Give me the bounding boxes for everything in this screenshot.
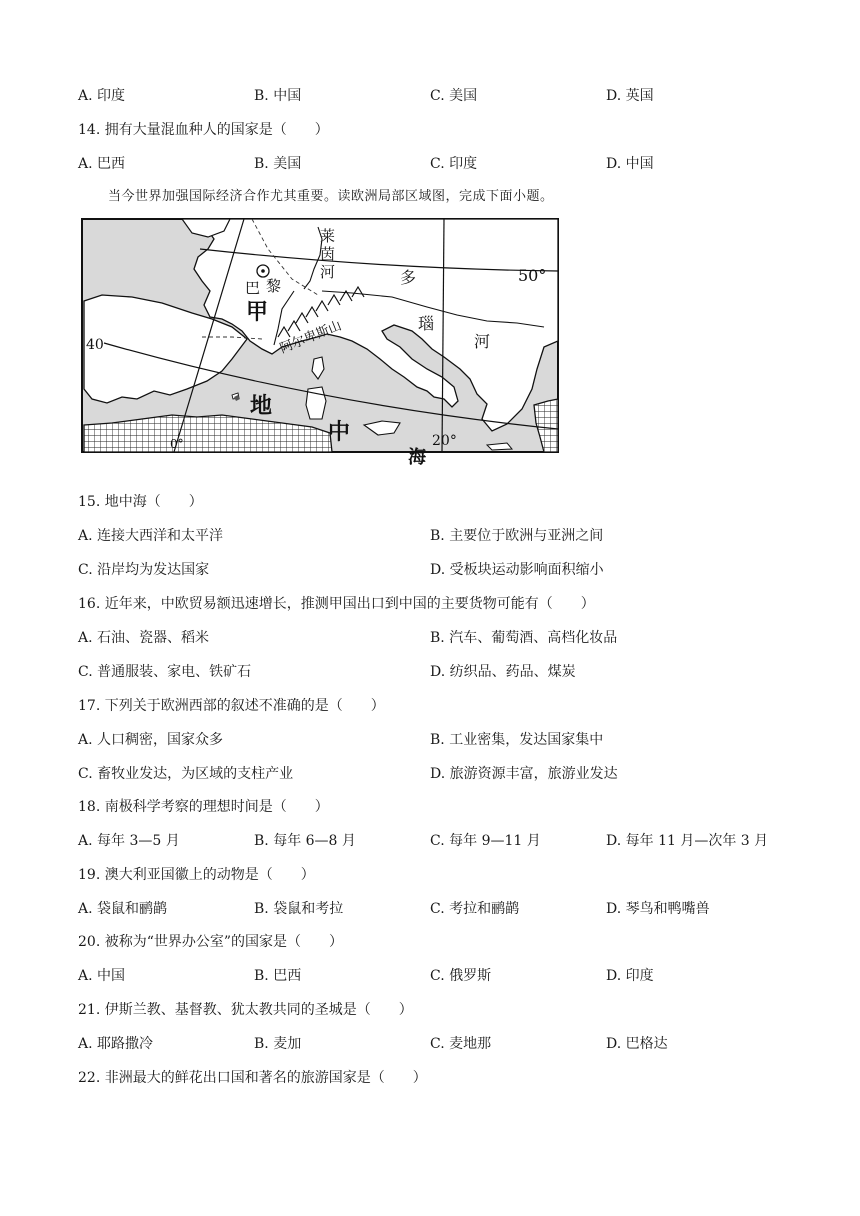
q13-option-a: A. 印度	[78, 88, 126, 104]
q19-option-d: D. 琴鸟和鸭嘴兽	[606, 901, 710, 917]
q14-option-c: C. 印度	[430, 156, 478, 172]
q14-stem: 14. 拥有大量混血种人的国家是（ ）	[78, 122, 329, 138]
q19-option-a: A. 袋鼠和鹂鹋	[78, 901, 168, 917]
q21-stem: 21. 伊斯兰教、基督教、犹太教共同的圣城是（ ）	[78, 1002, 413, 1018]
map-intro-text: 当今世界加强国际经济合作尤其重要。读欧洲局部区域图，完成下面小题。	[108, 189, 554, 204]
q21-option-d: D. 巴格达	[606, 1036, 668, 1052]
q18-option-d: D. 每年 11 月—次年 3 月	[606, 833, 769, 849]
q17-option-b: B. 工业密集，发达国家集中	[430, 732, 604, 748]
map-label-med-3: 海	[408, 447, 426, 468]
q16-option-d: D. 纺织品、药品、煤炭	[430, 664, 576, 680]
q13-option-c: C. 美国	[430, 88, 478, 104]
q16-option-b: B. 汽车、葡萄酒、高档化妆品	[430, 630, 618, 646]
q18-option-a: A. 每年 3—5 月	[78, 833, 180, 849]
q20-stem: 20. 被称为“世界办公室”的国家是（ ）	[78, 934, 344, 950]
map-label-rhine-3: 河	[320, 263, 336, 281]
q15-option-d: D. 受板块运动影响面积缩小	[430, 562, 604, 578]
q16-option-a: A. 石油、瓷器、稻米	[78, 630, 210, 646]
q21-option-b: B. 麦加	[254, 1036, 302, 1052]
map-label-danube-3: 河	[474, 332, 491, 351]
map-label-danube-1: 多	[400, 268, 417, 287]
q21-option-a: A. 耶路撒冷	[78, 1036, 154, 1052]
q19-stem: 19. 澳大利亚国徽上的动物是（ ）	[78, 867, 315, 883]
q18-option-c: C. 每年 9—11 月	[430, 833, 541, 849]
map-label-med-1: 地	[250, 393, 273, 419]
map-label-rhine-1: 莱	[320, 227, 336, 245]
map-label-alps: 阿尔卑斯山	[277, 318, 344, 357]
q17-option-d: D. 旅游资源丰富，旅游业发达	[430, 766, 618, 782]
q16-stem: 16. 近年来，中欧贸易额迅速增长，推测甲国出口到中国的主要货物可能有（ ）	[78, 596, 595, 612]
q20-option-a: A. 中国	[78, 968, 126, 984]
map-label-paris-1: 巴	[245, 279, 261, 297]
europe-region-map	[82, 219, 558, 468]
q20-option-d: D. 印度	[606, 968, 654, 984]
q22-stem: 22. 非洲最大的鲜花出口国和著名的旅游国家是（ ）	[78, 1070, 427, 1086]
map-label-med-2: 中	[328, 419, 351, 445]
q18-option-b: B. 每年 6—8 月	[254, 833, 356, 849]
map-label-paris-2: 黎	[266, 277, 282, 295]
q18-stem: 18. 南极科学考察的理想时间是（ ）	[78, 799, 329, 815]
q20-option-c: C. 俄罗斯	[430, 968, 492, 984]
q21-option-c: C. 麦地那	[430, 1036, 492, 1052]
map-label-lon20: 20°	[432, 433, 457, 449]
map-label-lon0: 0°	[170, 437, 184, 451]
q14-option-d: D. 中国	[606, 156, 654, 172]
q15-option-a: A. 连接大西洋和太平洋	[78, 528, 224, 544]
q19-option-b: B. 袋鼠和考拉	[254, 901, 344, 917]
map-label-danube-2: 瑙	[418, 314, 435, 333]
q15-stem: 15. 地中海（ ）	[78, 494, 203, 510]
map-label-lat50: 50°	[518, 266, 547, 285]
q14-option-a: A. 巴西	[78, 156, 126, 172]
q17-option-c: C. 畜牧业发达，为区域的支柱产业	[78, 766, 294, 782]
q16-option-c: C. 普通服装、家电、铁矿石	[78, 664, 252, 680]
q19-option-c: C. 考拉和鹂鹋	[430, 901, 520, 917]
q13-option-d: D. 英国	[606, 88, 654, 104]
q20-option-b: B. 巴西	[254, 968, 302, 984]
map-label-rhine-2: 茵	[320, 245, 336, 263]
q17-stem: 17. 下列关于欧洲西部的叙述不准确的是（ ）	[78, 698, 385, 714]
q14-option-b: B. 美国	[254, 156, 302, 172]
map-label-jia: 甲	[246, 299, 269, 325]
q15-option-b: B. 主要位于欧洲与亚洲之间	[430, 528, 604, 544]
q15-option-c: C. 沿岸均为发达国家	[78, 562, 210, 578]
map-label-lat40: 40	[86, 337, 104, 353]
q17-option-a: A. 人口稠密，国家众多	[78, 732, 224, 748]
q13-option-b: B. 中国	[254, 88, 302, 104]
